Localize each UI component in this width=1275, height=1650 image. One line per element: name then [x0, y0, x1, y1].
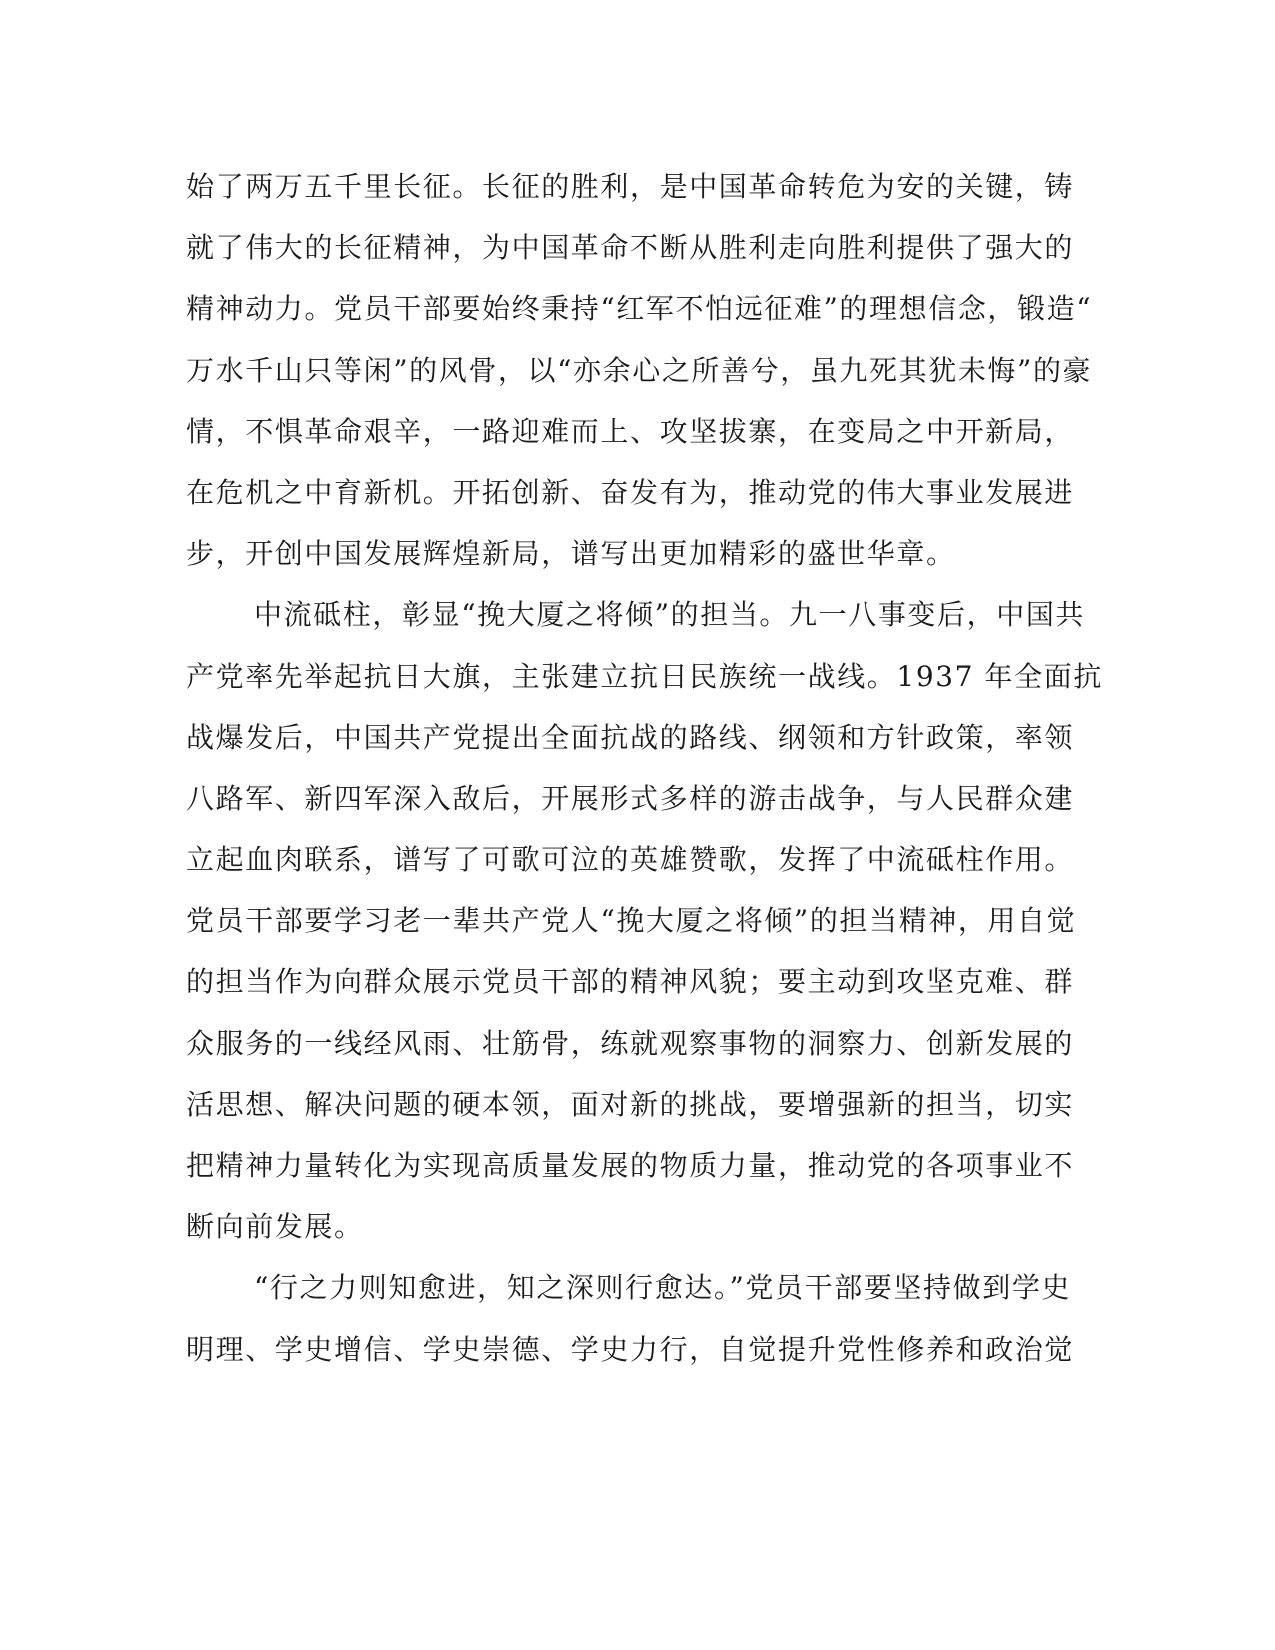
paragraph-line: 万水千山只等闲”的风骨，以“亦余心之所善兮，虽九死其犹未悔”的豪	[186, 353, 1093, 387]
paragraph-line: 断向前发展。	[186, 1210, 364, 1244]
paragraph-start-line: 中流砥柱，彰显“挽大厦之将倾”的担当。九一八事变后，中国共	[254, 598, 1086, 632]
paragraph-line: 明理、学史增信、学史崇德、学史力行，自觉提升党性修养和政治觉	[186, 1332, 1075, 1366]
paragraph-line: 始了两万五千里长征。长征的胜利，是中国革命转危为安的关键，铸	[186, 170, 1075, 203]
paragraph-start-line: “行之力则知愈进，知之深则行愈达。”党员干部要坚持做到学史	[254, 1271, 1072, 1305]
paragraph-line: 把精神力量转化为实现高质量发展的物质力量，推动党的各项事业不	[186, 1149, 1075, 1182]
paragraph-line: 立起血肉联系，谱写了可歌可泣的英雄赞歌，发挥了中流砥柱作用。	[186, 843, 1075, 877]
paragraph-line: 战爆发后，中国共产党提出全面抗战的路线、纲领和方针政策，率领	[186, 720, 1075, 754]
paragraph-line: 活思想、解决问题的硬本领，面对新的挑战，要增强新的担当，切实	[186, 1087, 1075, 1121]
paragraph-line: 众服务的一线经风雨、壮筋骨，练就观察事物的洞察力、创新发展的	[186, 1026, 1075, 1060]
document-body	[186, 156, 1103, 1380]
paragraph-line: 八路军、新四军深入敌后，开展形式多样的游击战争，与人民群众建	[186, 781, 1075, 815]
paragraph-line: 就了伟大的长征精神，为中国革命不断从胜利走向胜利提供了强大的	[186, 231, 1075, 265]
paragraph-line: 的担当作为向群众展示党员干部的精神风貌；要主动到攻坚克难、群	[186, 965, 1075, 999]
paragraph-line: 情，不惧革命艰辛，一路迎难而上、攻坚拔寨，在变局之中开新局，	[186, 414, 1075, 448]
paragraph-line: 党员干部要学习老一辈共产党人“挽大厦之将倾”的担当精神，用自觉	[186, 904, 1077, 938]
paragraph-line: 步，开创中国发展辉煌新局，谱写出更加精彩的盛世华章。	[186, 537, 956, 571]
paragraph-line: 精神动力。党员干部要始终秉持“红军不怕远征难”的理想信念，锻造“	[186, 292, 1093, 326]
paragraph-line: 在危机之中育新机。开拓创新、奋发有为，推动党的伟大事业发展进	[186, 475, 1075, 509]
paragraph-line: 产党率先举起抗日大旗，主张建立抗日民族统一战线。1937 年全面抗	[186, 659, 1103, 693]
